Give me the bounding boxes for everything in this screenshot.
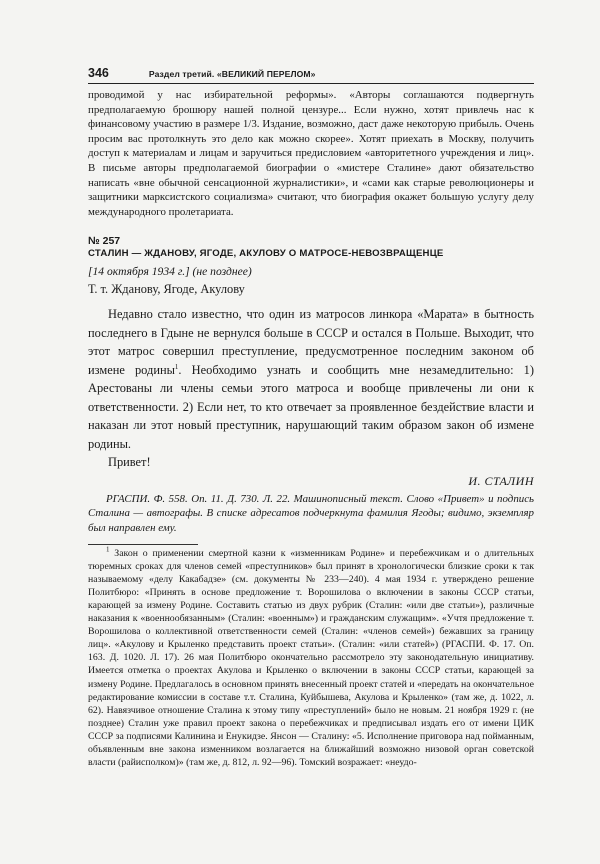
section-title: Раздел третий. «ВЕЛИКИЙ ПЕРЕЛОМ» [148,69,316,79]
body-text-after-note: . Необходимо узнать и сообщить мне незамедлительно: 1) Арестованы ли члены семьи этого матроса и вообще привлечены ли они к ответственности. 2) Если нет, то кто отвечает за проявленное бездействие власти и наказан ли этот новый преступник, нарушающий таким образом закон об измене родины. [88,362,534,451]
book-page [88,66,534,769]
document-body [88,305,534,472]
page-number: 346 [88,66,109,80]
document-closing: Привет! [108,455,151,470]
signature: И. СТАЛИН [468,473,534,488]
document-date: [14 октября 1934 г.] (не позднее) [88,265,252,279]
footnote-marker: 1 [106,545,110,554]
archive-reference: РГАСПИ. Ф. 558. Оп. 11. Д. 730. Л. 22. Машинописный текст. Слово «Привет» и подпись Сталина — автографы. В списке адресатов подчеркнута фамилия Ягоды; видимо, экземпляр был направлен ему. [88,492,534,535]
footnote-divider [88,544,198,545]
document-number: № 257 [88,235,121,248]
footnote-reference: 1 [174,362,179,371]
document-addressee: Т. т. Жданову, Ягоде, Акулову [88,282,245,297]
document-main-paragraph [88,305,534,453]
footnote-text: Закон о применении смертной казни к «изменникам Родине» и перебежчикам и о длительных тюремных сроках для членов семей «преступников» был принят в хронологически близкие сроки к так называемому «делу Какабадзе» (см. документы № 233—240). 4 мая 1934 г. утверждено решение Политбюро: «Принять в основе предложение т. Ворошилова о включении в законы СССР статьи, карающей за измену Родине. Составить статью из двух рубрик (Сталин: «или две статьи»), различные наказания к «военнообязанным» (Сталин: «военным») и гражданским служащим». «Учтя предложение т. Ворошилова о коллективной ответственности семей (Сталин: «членов семей») бежавших за границу лиц». «Акулову и Крыленко представить проект статьи». (Сталин: «или статей») (РГАСПИ. Ф. 17. Оп. 163. Д. 1020. Л. 17). 26 мая Политбюро окончательно рассмотрело эту законодательную инициативу. Имеется отметка о проектах Акулова и Крыленко о включении в законы СССР статьи, карающей за измену Родине. Предлагалось в основном принять внесенный проект статей и «передать на окончательное редактирование комиссии в составе т.т. Сталина, Куйбышева, Акулова и Крыленко» (там же, д. 1022, л. 62). Навязчивое отношение Сталина к этому типу «преступлений» было не новым. 21 ноября 1929 г. (не позднее) Сталин уже правил проект закона о перебежчиках и предписывал издать его от имени ЦИК СССР за подписями Калинина и Енукидзе. Янсон — Сталину: «5. Исполнение приговора над пойманным, объявленным вне закона изменником возлагается на ближайший возможно низовой орган советской власти (райисполком)» (там же, д. 812, л. 92—96). Томский возражает: «неудо- [88,547,534,769]
intro-paragraph: проводимой у нас избирательной реформы». «Авторы соглашаются подвергнуть предполагаемую брошюру нашей полной цензуре... Если нужно, хотят привлечь нас к финансовому участию в размере 1/3. Издание, возможно, даст даже некоторую прибыль. Очень просим вас протолкнуть это дело как можно скорее». Хотят приехать в Москву, получить доступ к материалам и лицам и заручиться предисловием «авторитетного учреждения и лиц». В письме авторы предполагаемой биографии о «мистере Сталине» дают обязательство написать «вне обычной сенсационной журналистики», и «сами как старые революционеры и защитники марксистского социализма» считают, что биография окажет большую услугу делу международного пролетариата. [88,89,534,218]
footnote [88,547,534,770]
running-head [88,66,534,84]
document-title: СТАЛИН — ЖДАНОВУ, ЯГОДЕ, АКУЛОВУ О МАТРОСЕ-НЕВОЗВРАЩЕНЦЕ [88,248,444,260]
body-text-before-note: Недавно стало известно, что один из матросов линкора «Марата» в бытность последнего в Гдыне не вернулся больше в СССР и остался в Польше. Выходит, что этот матрос совершил преступление, предусмотренное последним законом об измене родины [88,307,534,377]
